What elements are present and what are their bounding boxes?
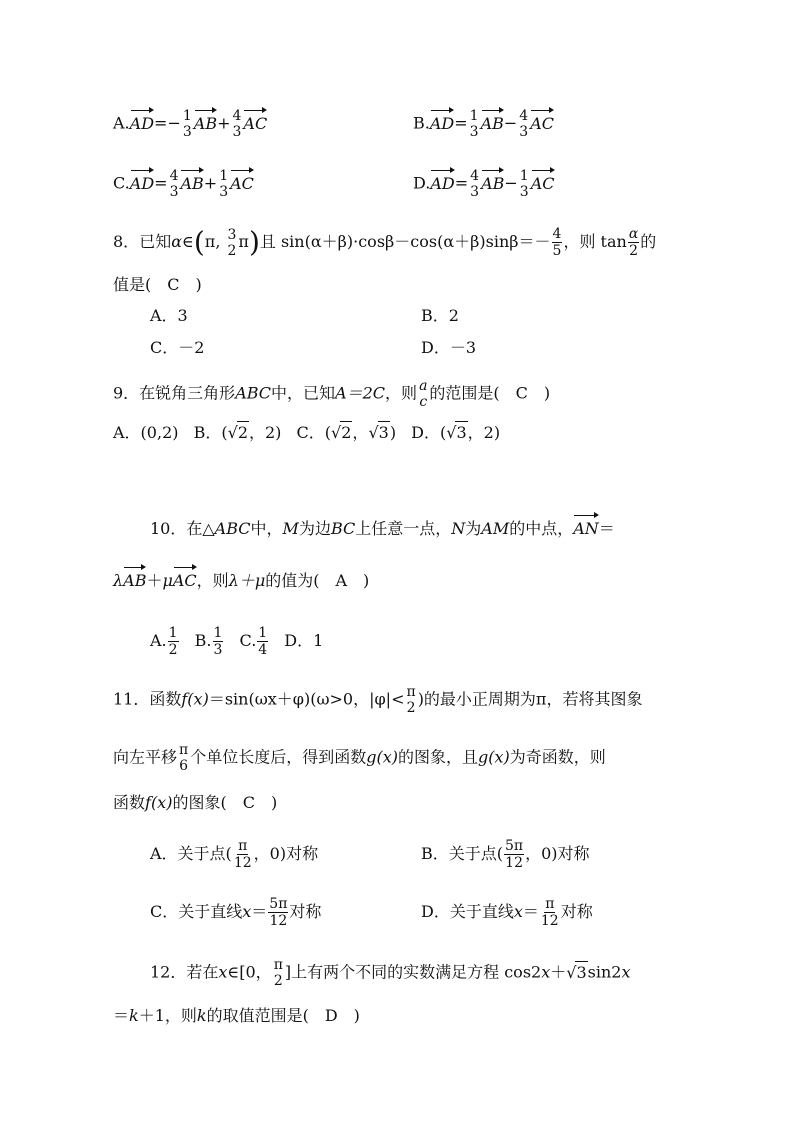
func-g: g(x)	[366, 747, 398, 767]
sign: +	[203, 173, 218, 193]
numerator: 1	[519, 168, 529, 184]
fraction	[519, 168, 530, 200]
fraction	[540, 896, 560, 929]
text: 函数	[113, 793, 146, 812]
fraction	[469, 168, 480, 200]
text: 的	[640, 232, 657, 251]
numerator: α	[628, 226, 639, 242]
numerator: 1	[219, 168, 229, 184]
left-paren: (	[193, 225, 205, 259]
q8-option-a: A．3	[150, 306, 188, 325]
fraction	[233, 838, 253, 871]
q7-option-a	[113, 108, 267, 140]
q12-stem	[150, 957, 631, 989]
sign: =	[154, 173, 168, 193]
fraction	[518, 108, 529, 140]
q8-option-c: C．－2	[150, 338, 205, 357]
fraction	[178, 742, 189, 774]
numerator: 4	[552, 226, 562, 242]
q8-stem	[113, 226, 656, 259]
numerator: 4	[169, 168, 179, 184]
numerator: π	[406, 684, 416, 700]
numerator: π	[238, 838, 248, 854]
radicand: 3	[378, 423, 389, 442]
denominator: 3	[213, 642, 223, 658]
vector-ad: AD	[129, 113, 155, 133]
denominator: 3	[169, 184, 179, 200]
q11-option-d	[421, 896, 593, 929]
vector-ad: AD	[129, 173, 155, 193]
fraction	[213, 625, 224, 658]
vector-ab: AB	[193, 113, 218, 133]
text: 的中点，	[509, 519, 574, 538]
fraction	[169, 168, 180, 200]
option-d: D．1	[284, 631, 324, 650]
vector-ad: AD	[430, 173, 455, 193]
option-c: C．(	[296, 423, 332, 442]
numerator: 4	[232, 108, 242, 124]
text: 为边	[298, 519, 331, 538]
text: 对称	[289, 902, 322, 921]
text: 的范围是( C )	[429, 383, 551, 403]
text: D．关于直线	[421, 902, 514, 921]
text: )	[389, 423, 397, 442]
fraction	[218, 168, 229, 200]
sign: +	[217, 113, 231, 133]
text: 向左平移	[113, 747, 178, 767]
text: ＋1，则	[138, 1006, 197, 1025]
option-d: D．(	[411, 423, 447, 442]
denominator: 3	[469, 124, 479, 140]
fraction	[628, 226, 639, 259]
fraction	[504, 838, 524, 871]
q10-stem-cont	[113, 570, 369, 592]
text: sin2	[587, 962, 622, 982]
q8-option-d: D．－3	[421, 338, 477, 357]
fraction	[257, 625, 268, 658]
vector-an: AN	[573, 519, 599, 538]
right-paren: )	[248, 225, 260, 259]
denominator: 12	[505, 855, 523, 871]
q10-options	[150, 625, 323, 658]
radicand: 3	[456, 423, 467, 442]
text: ∈[0，	[227, 962, 272, 982]
text: 上任意一点，	[355, 519, 452, 538]
text: π,	[204, 232, 221, 251]
text: 的取值范围是( D )	[206, 1006, 360, 1025]
fraction	[268, 896, 288, 929]
option-letter: C.	[113, 173, 130, 193]
denominator: 12	[233, 855, 252, 871]
fraction	[227, 227, 238, 259]
q9-stem	[113, 378, 550, 410]
text: C．关于直线	[150, 902, 243, 921]
vector-ab: AB	[123, 571, 147, 590]
text: 的图象( C )	[172, 793, 278, 812]
vector-ab: AB	[180, 173, 204, 193]
text: ，2)	[467, 423, 501, 442]
var-x: x	[242, 902, 252, 921]
var-x: x	[513, 902, 523, 921]
sqrt: √3	[446, 423, 467, 442]
fraction	[469, 108, 480, 140]
denominator: 3	[232, 124, 242, 140]
sqrt: √3	[368, 423, 389, 442]
fraction	[552, 226, 563, 259]
text: ，2)	[249, 423, 282, 442]
fraction	[231, 108, 242, 140]
option-letter: A.	[113, 113, 130, 133]
text: ＋	[550, 962, 567, 982]
text: ＝sin(ωx＋φ)(ω>0，|φ|<	[208, 689, 405, 709]
radicand: 2	[341, 423, 352, 442]
numerator: 4	[519, 108, 529, 124]
q12-stem-cont	[113, 1005, 360, 1027]
denominator: c	[419, 394, 428, 410]
sqrt: √2	[331, 423, 352, 442]
denominator: 2	[406, 700, 416, 716]
q7-option-c	[113, 168, 254, 200]
text: ＝	[598, 519, 615, 538]
denominator: 6	[179, 758, 189, 774]
text: 对称	[560, 902, 593, 921]
denominator: 2	[273, 973, 283, 989]
text: )的最小正周期为π，若将其图象	[417, 689, 643, 709]
text: ，0)对称	[253, 844, 319, 863]
text: ＝	[251, 902, 268, 921]
radicand: 2	[237, 423, 248, 442]
text: 10．在△	[150, 519, 215, 538]
denominator: 3	[182, 124, 192, 140]
option-a: A.	[150, 631, 167, 650]
condition: A＝2C	[335, 383, 386, 403]
expression: λ＋μ	[228, 571, 266, 590]
denominator: 12	[540, 913, 559, 929]
text: 且 sin(α＋β)·cosβ－cos(α＋β)sinβ＝－	[259, 232, 551, 251]
option-letter: B.	[413, 113, 430, 133]
text: 中，已知	[271, 383, 336, 403]
radicand: 3	[576, 962, 587, 982]
text: 个单位长度后，得到函数	[190, 747, 367, 767]
text: ]上有两个不同的实数满足方程 cos2	[284, 962, 542, 982]
denominator: 4	[258, 642, 268, 658]
numerator: a	[419, 378, 428, 394]
var-abc: ABC	[235, 383, 272, 403]
denominator: 12	[269, 913, 288, 929]
denominator: 2	[629, 243, 638, 259]
denominator: 3	[519, 124, 529, 140]
q11-stem	[113, 684, 642, 716]
text: ，则	[385, 383, 418, 403]
func-f: f(x)	[145, 793, 173, 812]
text: 12．若在	[150, 962, 219, 982]
fraction	[418, 378, 428, 410]
vector-ac: AC	[530, 113, 554, 133]
text: ＋	[146, 571, 163, 590]
sqrt: √3	[566, 962, 587, 982]
numerator: 5π	[269, 896, 288, 912]
sqrt: √2	[227, 423, 248, 442]
option-b: B.	[194, 631, 212, 650]
numerator: 1	[469, 108, 479, 124]
text: π	[238, 232, 249, 251]
var-n: N	[451, 519, 466, 538]
fraction	[168, 625, 179, 658]
sign: =−	[154, 113, 181, 133]
fraction	[182, 108, 193, 140]
q9-options	[113, 421, 500, 444]
var-x: x	[218, 962, 228, 982]
text: ，	[352, 423, 369, 442]
numerator: 4	[470, 168, 480, 184]
q8-option-b: B．2	[421, 306, 459, 325]
text: 为	[465, 519, 482, 538]
numerator: π	[545, 896, 555, 912]
func-f: f(x)	[181, 689, 209, 709]
q11-stem-line2	[113, 742, 606, 774]
sign: =	[454, 113, 468, 133]
text: ∈	[182, 232, 194, 251]
text: 9．在锐角三角形	[113, 383, 236, 403]
denominator: 3	[219, 184, 229, 200]
q7-option-b	[413, 108, 554, 140]
denominator: 3	[470, 184, 480, 200]
numerator: π	[179, 742, 189, 758]
var-am: AM	[481, 519, 510, 538]
vector-ab: AB	[481, 173, 505, 193]
var-alpha: α	[171, 232, 183, 251]
vector-ac: AC	[172, 571, 197, 590]
option-a: A．(0,2)	[113, 423, 179, 442]
text: A．关于点(	[150, 844, 232, 863]
q7-option-d	[413, 168, 555, 200]
text: 中，	[250, 519, 283, 538]
text: 为奇函数，则	[509, 747, 606, 767]
text: 已知	[139, 232, 172, 251]
text: ＝	[522, 902, 539, 921]
var-k: k	[196, 1006, 207, 1025]
text: ，则 tan	[563, 232, 627, 251]
q11-option-a	[150, 838, 318, 871]
sign: −	[504, 173, 518, 193]
q11-option-c	[150, 896, 321, 929]
q11-stem-line3	[113, 792, 277, 814]
denominator: 2	[227, 242, 237, 259]
numerator: 1	[168, 625, 178, 641]
vector-ac: AC	[243, 113, 268, 133]
var-abc: ABC	[214, 519, 251, 538]
vector-ad: AD	[429, 113, 455, 133]
q11-option-b	[421, 838, 590, 871]
text: B．关于点(	[421, 844, 504, 863]
numerator: 3	[227, 226, 237, 243]
func-g: g(x)	[478, 747, 510, 767]
q8-stem-cont: 值是( C )	[113, 275, 202, 294]
vector-ac: AC	[230, 173, 254, 193]
vector-ab: AB	[480, 113, 504, 133]
numerator: 1	[182, 108, 192, 124]
option-b: B．(	[193, 423, 228, 442]
numerator: π	[273, 957, 283, 973]
var-m: M	[282, 519, 299, 538]
numerator: 5π	[505, 838, 524, 854]
var-x: x	[541, 962, 551, 982]
vector-ac: AC	[530, 173, 555, 193]
q10-stem	[150, 518, 615, 540]
question-number: 8．	[113, 232, 140, 251]
var-bc: BC	[330, 519, 356, 538]
fraction	[405, 684, 416, 716]
denominator: 2	[168, 642, 178, 658]
text: 的值为( A )	[265, 571, 370, 590]
var-x: x	[621, 962, 631, 982]
text: 11．函数	[113, 689, 182, 709]
sign: =	[454, 173, 469, 193]
numerator: 1	[213, 625, 223, 641]
text: ＝	[113, 1006, 130, 1025]
var-mu: μ	[162, 571, 173, 590]
option-letter: D.	[413, 173, 431, 193]
text: ，则	[196, 571, 229, 590]
var-k: k	[129, 1006, 139, 1025]
option-c: C.	[239, 631, 257, 650]
numerator: 1	[258, 625, 268, 641]
text: ，0)对称	[525, 844, 590, 863]
text: 的图象，且	[397, 747, 478, 767]
sign: −	[503, 113, 518, 133]
denominator: 3	[519, 184, 529, 200]
denominator: 5	[552, 243, 562, 259]
fraction	[273, 957, 284, 989]
var-lambda: λ	[113, 571, 124, 590]
